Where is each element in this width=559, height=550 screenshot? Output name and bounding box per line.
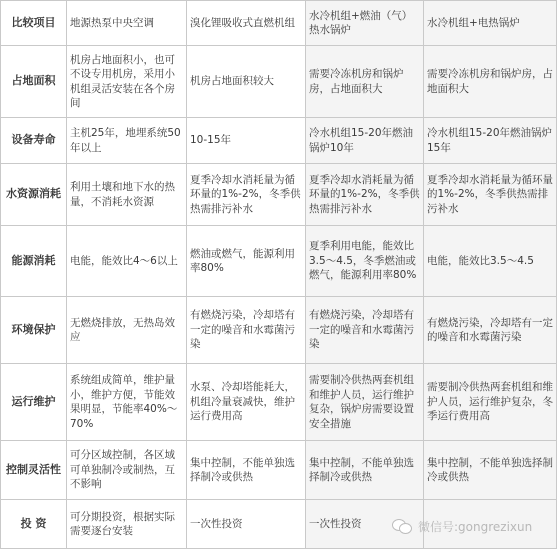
- table-cell: 需要冷冻机房和锅炉房，占地面积大: [424, 46, 557, 118]
- table-cell: 10-15年: [187, 118, 306, 164]
- table-cell: 水泵、冷却塔能耗大，机组冷量衰减快，维护运行费用高: [187, 364, 306, 441]
- row-label-cell: 占地面积: [1, 46, 67, 118]
- row-label-cell: 能源消耗: [1, 226, 67, 297]
- table-cell: 集中控制，不能单独选择制冷或供热: [306, 441, 424, 500]
- table-row: [1, 226, 557, 297]
- table-row: [1, 164, 557, 226]
- row-label-cell: 水资源消耗: [1, 164, 67, 226]
- table-row: [1, 364, 557, 441]
- row-label-cell: 控制灵活性: [1, 441, 67, 500]
- header-row: [1, 1, 557, 46]
- table-cell: 集中控制，不能单独选择制冷或供热: [187, 441, 306, 500]
- table-cell: 夏季冷却水消耗量为循环量的1%-2%，冬季供热需排污补水: [187, 164, 306, 226]
- header-label-cell: 比较项目: [1, 1, 67, 46]
- table-cell: 有燃烧污染，冷却塔有一定的噪音和水霉菌污染: [306, 297, 424, 364]
- row-label-cell: 运行维护: [1, 364, 67, 441]
- table-cell: 夏季利用电能，能效比3.5～4.5，冬季燃油或燃气，能源利用率80%: [306, 226, 424, 297]
- table-cell: 集中控制，不能单独选择制冷或供热: [424, 441, 557, 500]
- table-cell: 主机25年，地埋系统50年以上: [67, 118, 187, 164]
- watermark-text: 微信号:gongrezixun: [418, 519, 533, 534]
- table-cell: 一次性投资: [306, 500, 424, 549]
- table-row: [1, 297, 557, 364]
- table-row: [1, 46, 557, 118]
- table-cell: 电能，能效比3.5～4.5: [424, 226, 557, 297]
- header-col1-cell: 地源热泵中央空调: [67, 1, 187, 46]
- header-col2-cell: 溴化锂吸收式直燃机组: [187, 1, 306, 46]
- table-cell: 电能，能效比4～6以上: [67, 226, 187, 297]
- table-row: [1, 441, 557, 500]
- wechat-icon: [392, 517, 412, 535]
- table-cell: 机房占地面积较大: [187, 46, 306, 118]
- table-cell: 可分区域控制，各区域可单独制冷或制热，互不影响: [67, 441, 187, 500]
- table-cell: 无燃烧排放，无热岛效应: [67, 297, 187, 364]
- row-label-cell: 环境保护: [1, 297, 67, 364]
- watermark: [392, 513, 558, 539]
- table-cell: 冷水机组15-20年燃油锅炉10年: [306, 118, 424, 164]
- table-cell: 有燃烧污染，冷却塔有一定的噪音和水霉菌污染: [424, 297, 557, 364]
- table-cell: 可分期投资，根据实际需要逐台安装: [67, 500, 187, 549]
- row-label-cell: 设备寿命: [1, 118, 67, 164]
- table-cell: 一次性投资: [187, 500, 306, 549]
- table-cell: 夏季冷却水消耗量为循环量的1%-2%，冬季供热需排污补水: [424, 164, 557, 226]
- table-row: [1, 118, 557, 164]
- table-cell: 燃油或燃气，能源利用率80%: [187, 226, 306, 297]
- table-cell: 需要制冷供热两套机组和维护人员，运行维护复杂，冬季运行费用高: [424, 364, 557, 441]
- table-cell: 机房占地面积小，也可不设专用机房，采用小机组灵活安装在各个房间: [67, 46, 187, 118]
- table-cell: 需要冷冻机房和锅炉房，占地面积大: [306, 46, 424, 118]
- table-cell: 需要制冷供热两套机组和维护人员，运行维护复杂，锅炉房需要设置安全措施: [306, 364, 424, 441]
- header-col3-cell: 水冷机组+燃油（气）热水锅炉: [306, 1, 424, 46]
- table-cell: 系统组成简单，维护量小，维护方便，节能效果明显，节能率40%～70%: [67, 364, 187, 441]
- table-cell: 冷水机组15-20年燃油锅炉15年: [424, 118, 557, 164]
- table-cell: 利用土壤和地下水的热量，不消耗水资源: [67, 164, 187, 226]
- header-col4-cell: 水冷机组+电热锅炉: [424, 1, 557, 46]
- table-cell: 夏季冷却水消耗量为循环量的1%-2%，冬季供热需排污补水: [306, 164, 424, 226]
- row-label-cell: 投 资: [1, 500, 67, 549]
- table-cell: 有燃烧污染，冷却塔有一定的噪音和水霉菌污染: [187, 297, 306, 364]
